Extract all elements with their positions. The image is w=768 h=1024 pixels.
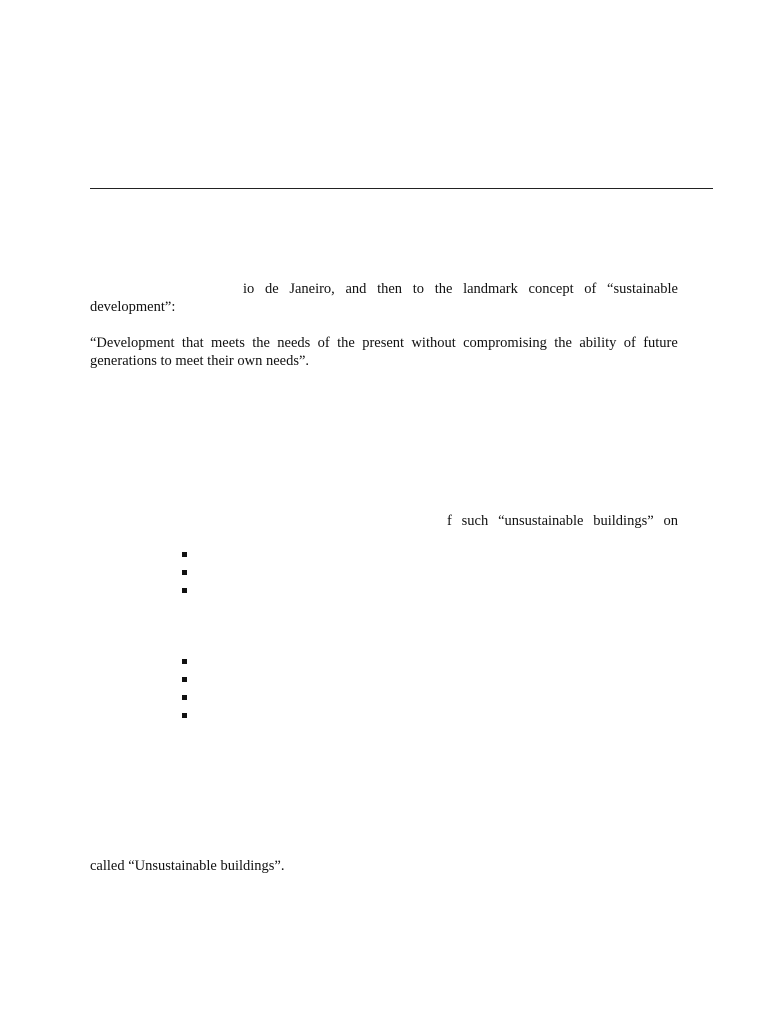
- quote-line-1-word-2: that: [181, 335, 204, 351]
- paragraph-1-line-1-word-7: the: [434, 281, 453, 297]
- paragraph-1-line-1-word-6: to: [412, 281, 425, 297]
- paragraph-1-line-2: development”:: [90, 299, 176, 315]
- paragraph-1-line-1-word-4: and: [345, 281, 367, 297]
- paragraph-1-line-1-word-11: “sustainable: [607, 281, 678, 297]
- paragraph-1-line-1-word-2: de: [264, 281, 279, 297]
- paragraph-2-line-1-word-4: buildings”: [593, 513, 654, 529]
- list-1-bullet-3: [182, 588, 187, 593]
- quote-line-1-word-9: without: [411, 335, 456, 351]
- list-2-bullet-1: [182, 659, 187, 664]
- paragraph-2-line-1-word-1: f: [447, 513, 452, 529]
- paragraph-2-line-1-word-2: such: [461, 513, 489, 529]
- list-2-bullet-2: [182, 677, 187, 682]
- quote-line-1-word-3: meets: [211, 335, 245, 351]
- quote-line-1-word-13: of: [623, 335, 636, 351]
- list-2-bullet-4: [182, 713, 187, 718]
- closing-line: called “Unsustainable buildings”.: [90, 858, 285, 874]
- quote-line-1-word-6: of: [317, 335, 330, 351]
- paragraph-1-line-1-word-1: io: [243, 281, 255, 297]
- header-rule: [90, 188, 713, 189]
- quote-line-2: generations to meet their own needs”.: [90, 353, 310, 369]
- paragraph-2-line-1: [447, 512, 678, 530]
- paragraph-2-line-1-word-3: “unsustainable: [498, 513, 584, 529]
- quote-line-1-word-11: the: [554, 335, 572, 351]
- quote-line-1: [90, 334, 678, 352]
- paragraph-1-line-1-word-10: of: [584, 281, 597, 297]
- quote-line-1-word-4: the: [252, 335, 270, 351]
- quote-line-1-word-12: ability: [579, 335, 617, 351]
- paragraph-1-line-1-word-8: landmark: [463, 281, 518, 297]
- quote-line-1-word-1: “Development: [90, 335, 175, 351]
- quote-line-1-word-8: present: [362, 335, 405, 351]
- paragraph-2-line-1-word-5: on: [663, 513, 678, 529]
- quote-line-1-word-10: compromising: [463, 335, 547, 351]
- quote-line-1-word-14: future: [643, 335, 678, 351]
- paragraph-1-line-1-word-3: Janeiro,: [289, 281, 335, 297]
- list-2-bullet-3: [182, 695, 187, 700]
- quote-line-1-word-7: the: [337, 335, 355, 351]
- list-1-bullet-1: [182, 552, 187, 557]
- paragraph-1-line-1-word-9: concept: [528, 281, 574, 297]
- paragraph-1-line-1: [243, 280, 678, 298]
- quote-line-1-word-5: needs: [277, 335, 311, 351]
- list-1-bullet-2: [182, 570, 187, 575]
- paragraph-1-line-1-word-5: then: [377, 281, 403, 297]
